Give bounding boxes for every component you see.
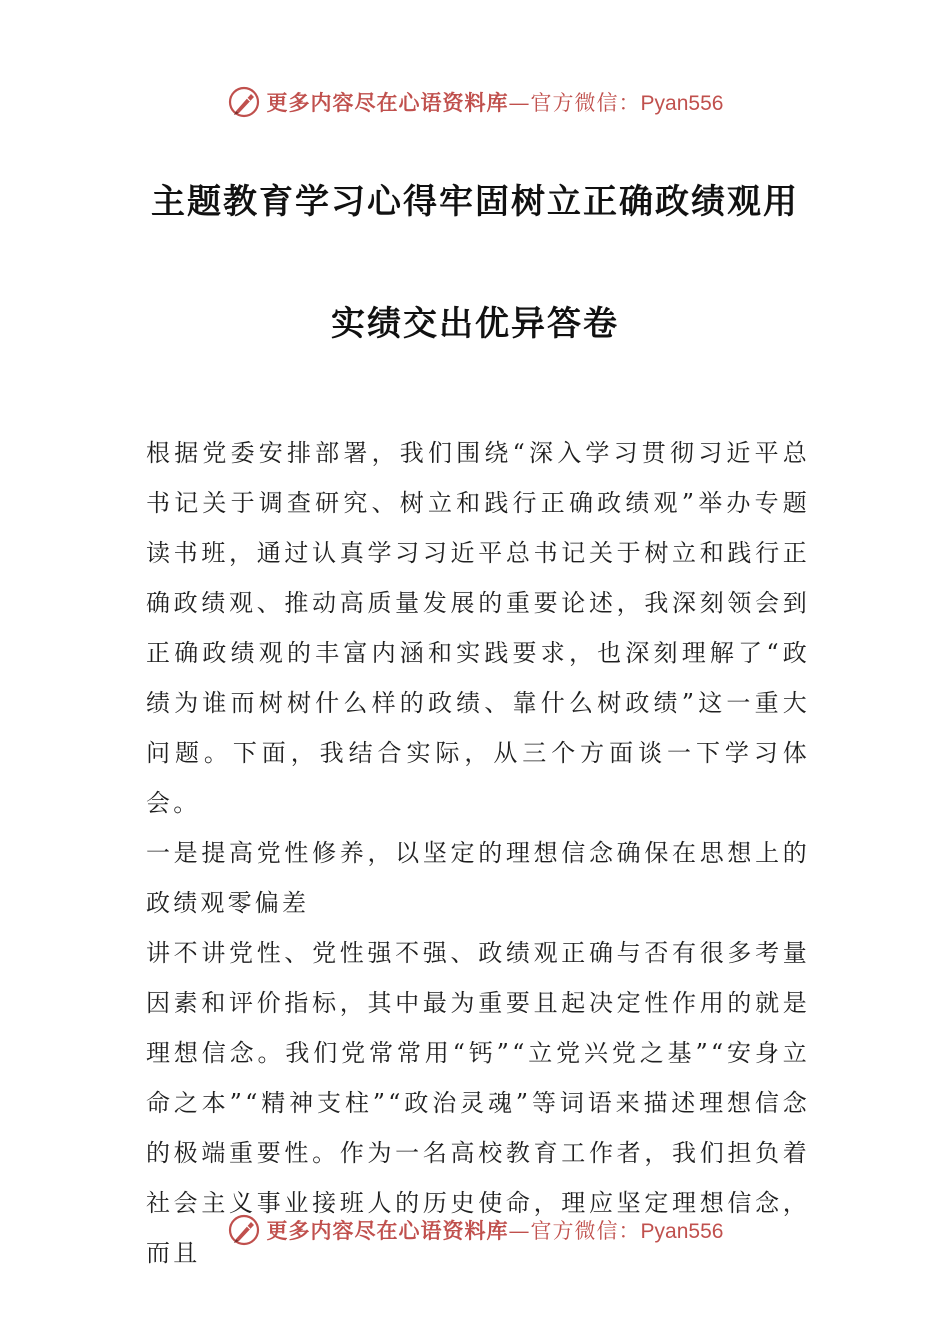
watermark-contact-label: 官方微信：: [530, 1219, 641, 1243]
document-title-line-2: 实绩交出优异答卷: [331, 304, 619, 344]
watermark-text: [267, 1215, 724, 1245]
watermark-brand: 更多内容尽在心语资料库: [266, 90, 509, 115]
watermark-text: [267, 87, 724, 117]
pen-logo-icon: [227, 85, 261, 119]
watermark-brand: 更多内容尽在心语资料库: [266, 1218, 509, 1243]
watermark-header: [0, 78, 950, 126]
paragraph-intro: 根据党委安排部署，我们围绕“深入学习贯彻习近平总书记关于调查研究、树立和践行正确政绩观”举办专题读书班，通过认真学习习近平总书记关于树立和践行正确政绩观、推动高质量发展的重要论述，我深刻领会到正确政绩观的丰富内涵和实践要求，也深刻理解了“政绩为谁而树树什么样的政绩、靠什么树政绩”这一重大问题。下面，我结合实际，从三个方面谈一下学习体会。: [146, 439, 810, 817]
paragraph-section-1-body: 讲不讲党性、党性强不强、政绩观正确与否有很多考量因素和评价指标，其中最为重要且起决定性作用的就是理想信念。我们党常常用“钙”“立党兴党之基”“安身立命之本”“精神支柱”“政治灵魂”等词语来描述理想信念的极端重要性。作为一名高校教育工作者，我们担负着社会主义事业接班人的历史使命，理应坚定理想信念，而且: [146, 939, 810, 1267]
watermark-footer: [0, 1206, 950, 1254]
document-body: [146, 428, 810, 1278]
watermark-contact-label: 官方微信：: [530, 91, 641, 115]
watermark-contact-id: Pyan556: [640, 92, 724, 115]
document-title-line-1: 主题教育学习心得牢固树立正确政绩观用: [151, 182, 799, 222]
watermark-separator: —: [508, 1219, 531, 1243]
paragraph-section-heading-1: 一是提高党性修养，以坚定的理想信念确保在思想上的政绩观零偏差: [146, 839, 810, 917]
watermark-separator: —: [508, 91, 531, 115]
watermark-contact-id: Pyan556: [640, 1220, 724, 1243]
pen-logo-icon: [227, 1213, 261, 1247]
